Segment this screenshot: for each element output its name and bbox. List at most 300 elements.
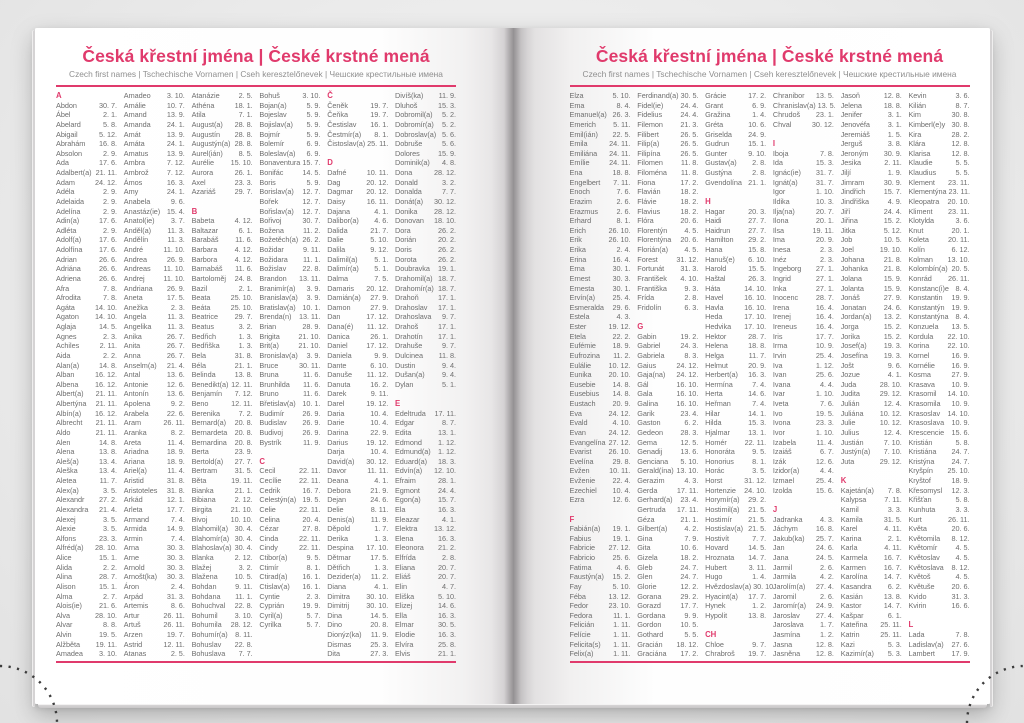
name-day-date: 27. 2. xyxy=(99,495,117,505)
name-day-date: 17. 11. xyxy=(676,504,699,514)
name-day-entry xyxy=(327,341,388,351)
given-name: Krasomila xyxy=(908,399,941,408)
blank-row xyxy=(259,630,320,640)
name-day-entry xyxy=(705,389,766,399)
name-day-entry xyxy=(841,592,902,602)
name-day-entry xyxy=(908,235,969,245)
name-day-date: 20. 8. xyxy=(234,437,253,447)
given-name: Dezider(a) xyxy=(327,572,361,582)
given-name: Felície xyxy=(569,630,591,639)
name-day-entry xyxy=(192,187,253,197)
given-name: Antonie xyxy=(123,379,149,389)
name-day-date: 14. 8. xyxy=(99,360,117,370)
name-day-entry xyxy=(192,361,253,371)
name-day-date: 17. 6. xyxy=(99,245,117,254)
given-name: Dimitrij xyxy=(327,601,350,611)
name-day-date: 15. 2. xyxy=(883,216,902,226)
name-day-date: 2. 8. xyxy=(752,168,767,177)
name-day-date: 16. 9. xyxy=(951,360,970,370)
given-name: Damon xyxy=(327,302,351,312)
name-day-date: 31. 5. xyxy=(883,514,902,524)
name-day-entry xyxy=(259,178,320,188)
name-day-date: 18. 9. xyxy=(166,456,185,466)
given-name: Bojislav(a) xyxy=(259,119,293,129)
name-day-entry xyxy=(705,284,766,294)
given-name: Erhard xyxy=(569,216,592,226)
name-day-entry xyxy=(908,476,969,486)
given-name: Jonáš xyxy=(840,293,860,303)
given-name: Artemis xyxy=(123,601,149,611)
given-name: Barbara xyxy=(191,245,218,254)
given-name: Amálie xyxy=(123,100,146,110)
given-name: Dorota xyxy=(394,254,417,264)
name-day-date: 26. 6. xyxy=(99,273,117,283)
name-day-date: 20. 9. xyxy=(612,399,631,408)
name-column xyxy=(908,91,969,659)
name-day-date: 10. 4. xyxy=(370,447,389,457)
name-day-date: 15. 7. xyxy=(302,158,321,168)
given-name: Aristoteles xyxy=(123,485,158,495)
letter-header-row xyxy=(773,505,834,515)
name-day-entry xyxy=(637,389,698,399)
given-name: Doris xyxy=(394,245,412,254)
name-day-entry xyxy=(259,409,320,419)
name-day-entry xyxy=(395,158,456,168)
given-name: Edeltruda xyxy=(394,408,426,418)
name-day-entry xyxy=(395,409,456,419)
name-day-date: 16. 10. xyxy=(744,302,767,312)
name-day-entry xyxy=(908,428,969,438)
name-day-date: 20. 5. xyxy=(951,264,970,274)
name-day-date: 27. 7. xyxy=(748,225,767,235)
name-day-entry xyxy=(908,101,969,111)
name-day-entry xyxy=(637,370,698,380)
name-day-entry xyxy=(908,284,969,294)
name-day-date: 3. 1. xyxy=(887,110,902,120)
name-day-entry xyxy=(773,389,834,399)
name-day-date: 26. 11. xyxy=(948,514,970,524)
given-name: Izidor(a) xyxy=(772,466,800,476)
given-name: Eufémie xyxy=(569,341,596,351)
name-day-date: 16. 6. xyxy=(951,601,970,611)
given-name: Ernesta xyxy=(569,283,595,293)
name-day-entry xyxy=(773,216,834,226)
name-day-entry xyxy=(908,293,969,303)
name-day-date: 12. 7. xyxy=(302,187,321,197)
given-name: Anabela xyxy=(123,196,151,206)
name-day-date: 5. 3. xyxy=(887,639,902,649)
given-name: Adriena xyxy=(56,273,81,283)
name-day-date: 30. 7. xyxy=(99,100,117,110)
given-name: Edvín(a) xyxy=(394,466,423,476)
name-day-date: 7. 4. xyxy=(752,399,767,408)
given-name: Brit(a) xyxy=(259,341,279,351)
name-day-date: 31. 12. xyxy=(676,254,699,264)
name-day-date: 15. 3. xyxy=(748,418,767,428)
given-name: Jolanta xyxy=(840,283,864,293)
name-day-date: 1. 4. xyxy=(752,572,767,582)
given-name: Iris xyxy=(772,331,783,341)
given-name: Drahoň xyxy=(394,293,419,303)
name-day-date: 23. 3. xyxy=(234,177,253,187)
given-name: Géza xyxy=(637,514,655,524)
name-day-date: 20. 6. xyxy=(951,524,970,534)
name-day-entry xyxy=(124,226,185,236)
given-name: Bohumír(a) xyxy=(191,630,228,639)
given-name: Alois(ie) xyxy=(56,601,82,611)
name-day-entry xyxy=(908,168,969,178)
name-day-entry xyxy=(841,370,902,380)
name-day-entry xyxy=(841,563,902,573)
name-day-entry xyxy=(637,168,698,178)
given-name: Erazim xyxy=(569,196,592,206)
name-day-date: 27. 1. xyxy=(815,264,834,274)
given-name: Iboja xyxy=(772,148,789,158)
given-name: Gita xyxy=(637,543,651,553)
name-day-entry xyxy=(773,110,834,120)
name-day-entry xyxy=(395,447,456,457)
name-day-entry xyxy=(259,293,320,303)
name-day-date: 30. 4. xyxy=(234,533,253,543)
given-name: Alison xyxy=(56,581,76,591)
name-day-date: 16. 12. xyxy=(95,408,117,418)
name-day-entry xyxy=(56,284,117,294)
given-name: Beata xyxy=(191,293,211,303)
name-day-date: 30. 3. xyxy=(612,273,631,283)
name-day-date: 31. 3. xyxy=(951,591,970,601)
letter-header-row xyxy=(327,158,388,168)
name-day-date: 22. 10. xyxy=(947,331,970,341)
given-name: Bolemír xyxy=(259,139,285,149)
given-name: Kira xyxy=(908,129,922,139)
name-day-date: 13. 9. xyxy=(166,129,185,139)
given-name: Aristid xyxy=(123,476,144,485)
name-day-entry xyxy=(327,245,388,255)
name-day-date: 5. 6. xyxy=(442,139,456,149)
given-name: Denis(a) xyxy=(327,514,355,524)
given-name: Brenda(n) xyxy=(259,312,292,322)
name-day-date: 3. 10. xyxy=(166,91,185,100)
name-day-entry xyxy=(908,187,969,197)
name-day-date: 2. 9. xyxy=(103,148,117,158)
name-day-date: 29. 7. xyxy=(234,187,253,197)
name-day-date: 26. 6. xyxy=(99,264,117,274)
name-day-entry xyxy=(327,351,388,361)
given-name: Aglaja xyxy=(56,322,76,331)
name-day-entry xyxy=(908,110,969,120)
given-name: Amatus xyxy=(123,148,149,158)
given-name: Areta xyxy=(123,437,141,447)
name-day-entry xyxy=(192,110,253,120)
letter-header-row xyxy=(570,515,631,525)
name-day-date: 3. 5. xyxy=(103,485,117,495)
given-name: Jitka xyxy=(840,225,856,235)
name-day-entry xyxy=(124,495,185,505)
name-day-date: 11. 1. xyxy=(235,591,253,601)
name-day-entry xyxy=(841,187,902,197)
name-day-date: 14. 7. xyxy=(883,601,902,611)
name-day-entry xyxy=(124,418,185,428)
name-day-date: 4. 1. xyxy=(374,206,389,216)
name-day-date: 19. 3. xyxy=(883,350,902,360)
name-day-entry xyxy=(570,120,631,130)
given-name: Erna xyxy=(569,264,585,274)
given-name: Adléta xyxy=(56,225,77,235)
name-day-entry xyxy=(705,91,766,101)
given-name: Antonín xyxy=(123,389,149,399)
name-day-date: 14. 10. xyxy=(947,408,970,418)
name-day-entry xyxy=(259,110,320,120)
given-name: Dobromil(a) xyxy=(394,110,433,120)
given-name: Jaroslav xyxy=(772,610,800,620)
given-name: Jarmil xyxy=(772,562,793,572)
name-day-entry xyxy=(259,216,320,226)
name-day-entry xyxy=(705,293,766,303)
name-day-date: 5. 10. xyxy=(612,91,631,100)
name-day-entry xyxy=(124,332,185,342)
name-day-entry xyxy=(259,515,320,525)
given-name: Dorián xyxy=(394,235,417,245)
name-day-date: 12. 3. xyxy=(951,485,970,495)
name-day-date: 15. 10. xyxy=(230,158,253,168)
name-day-entry xyxy=(259,505,320,515)
name-day-entry xyxy=(395,572,456,582)
name-day-date: 13. 4. xyxy=(99,466,117,476)
name-day-entry xyxy=(570,245,631,255)
name-day-entry xyxy=(56,149,117,159)
given-name: Branimír(a) xyxy=(259,283,296,293)
name-day-entry xyxy=(841,303,902,313)
given-name: Donalda xyxy=(394,187,422,197)
name-day-entry xyxy=(192,312,253,322)
name-day-date: 2. 6. xyxy=(819,562,834,572)
name-day-date: 12. 8. xyxy=(815,639,834,649)
given-name: Irena xyxy=(772,302,790,312)
name-day-date: 10. 11. xyxy=(609,466,631,476)
name-day-date: 10. 12. xyxy=(879,408,902,418)
given-name: Ctibor(a) xyxy=(259,553,288,562)
name-day-date: 23. 9. xyxy=(234,447,253,457)
name-day-date: 10. 5. xyxy=(883,235,902,245)
name-day-entry xyxy=(908,563,969,573)
name-day-date: 4. 6. xyxy=(374,216,389,226)
name-day-entry xyxy=(395,486,456,496)
name-day-entry xyxy=(124,322,185,332)
name-day-date: 16. 10. xyxy=(676,379,699,389)
name-day-date: 28. 10. xyxy=(879,379,902,389)
name-day-date: 16. 4. xyxy=(612,254,631,264)
given-name: Jaromír(a) xyxy=(772,601,807,611)
name-day-entry xyxy=(908,457,969,467)
given-name: Evangelína xyxy=(569,437,606,447)
name-day-entry xyxy=(192,620,253,630)
given-name: Amand xyxy=(123,110,147,120)
name-day-entry xyxy=(570,476,631,486)
name-day-entry xyxy=(637,235,698,245)
name-day-entry xyxy=(192,524,253,534)
name-day-date: 4. 12. xyxy=(234,216,253,226)
name-day-entry xyxy=(192,303,253,313)
given-name: Adéla xyxy=(56,187,75,197)
name-day-entry xyxy=(908,630,969,640)
name-day-date: 4. 5. xyxy=(955,543,970,553)
name-day-date: 23. 11. xyxy=(948,177,970,187)
given-name: Anika xyxy=(123,331,142,341)
given-name: Gordana xyxy=(637,610,666,620)
name-day-date: 24. 12. xyxy=(95,177,117,187)
name-day-entry xyxy=(327,216,388,226)
name-day-date: 10. 5. xyxy=(234,572,253,582)
given-name: Afrodita xyxy=(56,293,81,303)
name-day-date: 2. 5. xyxy=(238,91,253,100)
given-name: Kim xyxy=(908,110,921,120)
name-day-entry xyxy=(124,620,185,630)
name-day-date: 10. 9. xyxy=(815,341,834,351)
name-day-entry xyxy=(124,91,185,101)
name-day-entry xyxy=(56,380,117,390)
name-day-date: 9. 3. xyxy=(684,283,699,293)
name-day-date: 16. 8. xyxy=(815,524,834,534)
given-name: Anděl(a) xyxy=(123,225,151,235)
given-name: Edgar xyxy=(394,418,415,428)
name-day-date: 2. 9. xyxy=(103,196,117,206)
name-day-entry xyxy=(841,428,902,438)
given-name: Edita xyxy=(394,427,412,437)
name-day-date: 16. 4. xyxy=(815,312,834,322)
name-day-date: 28. 12. xyxy=(434,168,456,177)
footer-rule xyxy=(570,661,970,663)
name-day-date: 30. 8. xyxy=(951,119,970,129)
given-name: Flóra xyxy=(637,216,654,226)
name-day-entry xyxy=(570,187,631,197)
given-name: Eliáš xyxy=(394,572,411,582)
name-day-date: 10. 4. xyxy=(370,418,389,428)
name-day-date: 24. 8. xyxy=(234,273,253,283)
name-day-date: 1. 12. xyxy=(815,360,834,370)
name-day-entry xyxy=(705,457,766,467)
given-name: Chrabroš xyxy=(705,649,735,659)
given-name: Květa xyxy=(908,524,927,534)
name-day-date: 15. 5. xyxy=(748,264,767,274)
name-day-date: 9. 10. xyxy=(748,148,767,158)
given-name: Elvis xyxy=(394,649,411,659)
name-day-entry xyxy=(192,649,253,659)
given-name: Augustín xyxy=(191,129,220,139)
blank-row xyxy=(570,505,631,515)
name-day-entry xyxy=(56,582,117,592)
name-day-date: 29. 2. xyxy=(680,591,699,601)
name-day-entry xyxy=(395,380,456,390)
name-day-date: 8. 12. xyxy=(951,533,970,543)
name-day-entry xyxy=(570,457,631,467)
name-day-date: 6. 9. xyxy=(306,148,321,158)
name-day-entry xyxy=(259,312,320,322)
given-name: Ambrož xyxy=(123,168,149,177)
name-day-entry xyxy=(705,370,766,380)
given-name: Andreas xyxy=(123,264,151,274)
name-day-entry xyxy=(908,178,969,188)
name-day-entry xyxy=(841,207,902,217)
given-name: Ilona xyxy=(772,216,789,226)
name-day-date: 9. 4. xyxy=(442,370,456,380)
given-name: Abelard xyxy=(56,119,81,129)
name-day-date: 2. 8. xyxy=(752,158,767,168)
given-name: Hynek xyxy=(705,601,726,611)
given-name: Bruno xyxy=(259,389,279,399)
name-day-entry xyxy=(908,207,969,217)
name-day-date: 3. 3. xyxy=(955,504,970,514)
name-day-entry xyxy=(56,447,117,457)
name-day-date: 6. 7. xyxy=(819,447,834,457)
name-day-date: 20. 6. xyxy=(680,235,699,245)
name-day-entry xyxy=(705,274,766,284)
name-day-date: 20. 11. xyxy=(948,235,970,245)
given-name: Dobroslav(a) xyxy=(394,129,437,139)
given-name: Hovard xyxy=(705,543,729,553)
given-name: Cindy xyxy=(259,543,278,553)
given-name: Jarolím(a) xyxy=(772,581,806,591)
name-day-date: 7. 8. xyxy=(819,148,834,158)
name-day-date: 24. 1. xyxy=(166,139,185,149)
name-day-date: 8. 1. xyxy=(306,562,321,572)
name-day-date: 19. 2. xyxy=(680,331,699,341)
name-day-date: 20. 3. xyxy=(748,206,767,216)
name-day-entry xyxy=(705,332,766,342)
name-day-date: 6. 12. xyxy=(951,245,970,254)
name-day-entry xyxy=(570,428,631,438)
name-day-date: 16. 12. xyxy=(95,379,117,389)
name-day-entry xyxy=(570,264,631,274)
name-day-entry xyxy=(637,515,698,525)
given-name: Edmond xyxy=(394,437,422,447)
name-day-entry xyxy=(56,524,117,534)
given-name: Adelaida xyxy=(56,196,85,206)
name-day-entry xyxy=(570,534,631,544)
name-day-entry xyxy=(841,611,902,621)
given-name: Brandon xyxy=(259,273,287,283)
given-name: Afra xyxy=(56,283,70,293)
name-day-entry xyxy=(192,274,253,284)
name-day-date: 28. 8. xyxy=(234,139,253,149)
name-day-entry xyxy=(124,264,185,274)
name-day-entry xyxy=(395,553,456,563)
name-day-entry xyxy=(327,515,388,525)
name-day-date: 8. 12. xyxy=(951,562,970,572)
name-day-entry xyxy=(773,293,834,303)
given-name: Jozue xyxy=(840,370,860,380)
given-name: Karolína xyxy=(840,572,868,582)
given-name: Kryšpín xyxy=(908,466,933,476)
name-day-date: 8. 7. xyxy=(442,418,456,428)
given-name: Kornel xyxy=(908,350,930,360)
name-day-date: 30. 9. xyxy=(883,177,902,187)
name-day-date: 27. 1. xyxy=(815,283,834,293)
name-day-date: 26. 11. xyxy=(163,620,185,630)
name-day-date: 4. 3. xyxy=(819,514,834,524)
given-name: Grant xyxy=(705,100,724,110)
page-stack-edge-right xyxy=(990,30,993,707)
given-name: Flávie xyxy=(637,196,657,206)
name-day-entry xyxy=(773,582,834,592)
name-day-entry xyxy=(841,572,902,582)
name-day-entry xyxy=(773,476,834,486)
name-day-date: 26. 7. xyxy=(166,350,185,360)
name-day-date: 20. 6. xyxy=(951,581,970,591)
name-day-entry xyxy=(570,312,631,322)
given-name: Diana xyxy=(327,581,347,591)
name-day-entry xyxy=(637,264,698,274)
name-day-date: 14. 5. xyxy=(302,168,321,177)
